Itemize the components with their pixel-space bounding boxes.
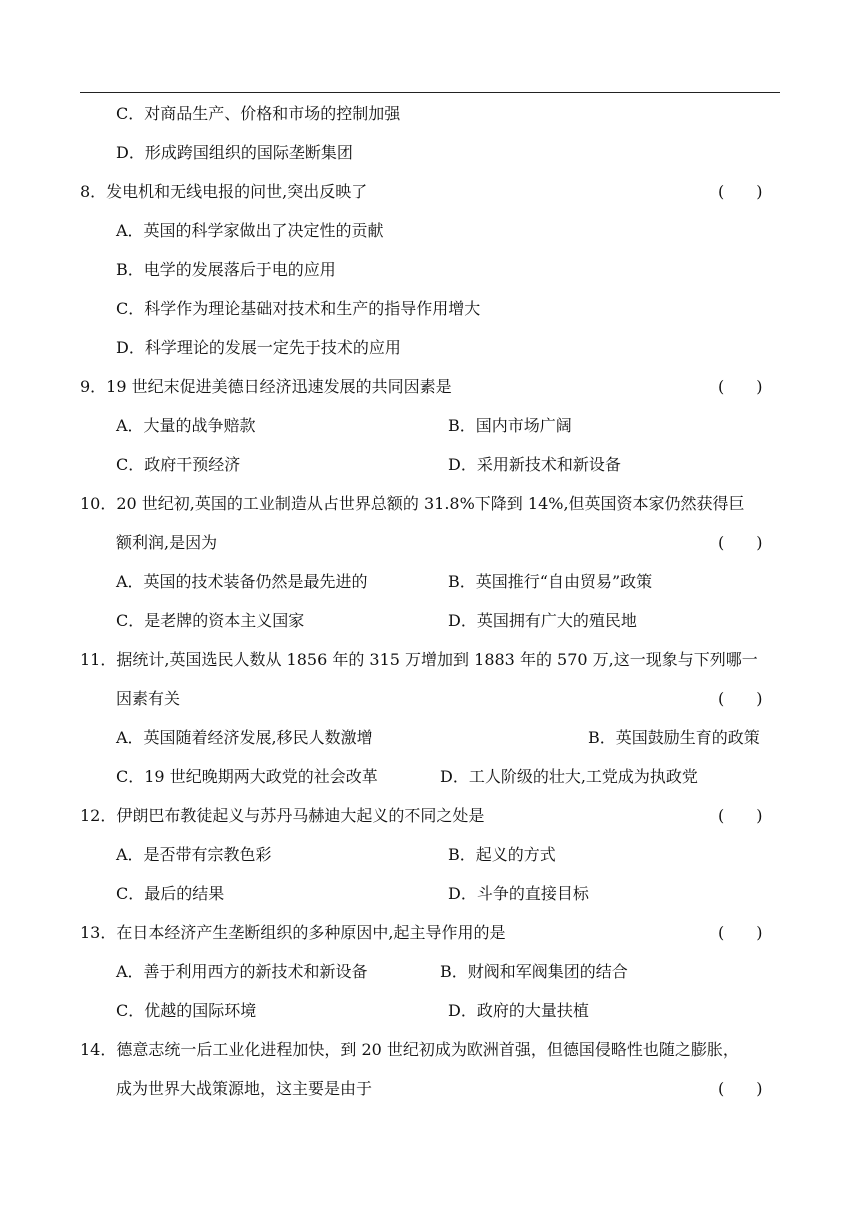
q13-option-d: D．政府的大量扶植 xyxy=(448,1001,589,1020)
q9-stem: 9．19 世纪末促进美德日经济迅速发展的共同因素是 xyxy=(80,377,452,396)
q7-option-d: D．形成跨国组织的国际垄断集团 xyxy=(116,143,353,162)
q11-stem-line2: 因素有关 xyxy=(116,689,181,708)
q10-option-b: B．英国推行“自由贸易”政策 xyxy=(448,572,653,591)
q10-stem-line2: 额利润,是因为 xyxy=(116,533,218,552)
q10-answer-blank: ( ) xyxy=(718,533,763,552)
q14-stem-line2: 成为世界大战策源地，这主要是由于 xyxy=(116,1079,373,1098)
q13-option-c: C．优越的国际环境 xyxy=(116,1001,257,1020)
q14-stem-line1: 14．德意志统一后工业化进程加快，到 20 世纪初成为欧洲首强，但德国侵略性也随之膨胀， xyxy=(80,1040,739,1059)
q8-option-b: B．电学的发展落后于电的应用 xyxy=(116,260,336,279)
q8-stem: 8．发电机和无线电报的问世,突出反映了 xyxy=(80,182,368,201)
q10-option-a: A．英国的技术装备仍然是最先进的 xyxy=(116,572,368,591)
q12-option-b: B．起义的方式 xyxy=(448,845,556,864)
q12-answer-blank: ( ) xyxy=(718,806,763,825)
q9-option-b: B．国内市场广阔 xyxy=(448,416,572,435)
q8-option-d: D．科学理论的发展一定先于技术的应用 xyxy=(116,338,401,357)
q12-option-c: C．最后的结果 xyxy=(116,884,225,903)
q9-option-a: A．大量的战争赔款 xyxy=(116,416,256,435)
q13-option-b: B．财阀和军阀集团的结合 xyxy=(440,962,628,981)
q11-stem-line1: 11．据统计,英国选民人数从 1856 年的 315 万增加到 1883 年的 570 万,这一现象与下列哪一 xyxy=(80,650,758,669)
q11-option-d: D．工人阶级的壮大,工党成为执政党 xyxy=(440,767,698,786)
q11-option-c: C．19 世纪晚期两大政党的社会改革 xyxy=(116,767,378,786)
q7-option-c: C．对商品生产、价格和市场的控制加强 xyxy=(116,104,401,123)
q8-answer-blank: ( ) xyxy=(718,182,763,201)
q9-option-c: C．政府干预经济 xyxy=(116,455,241,474)
q12-option-a: A．是否带有宗教色彩 xyxy=(116,845,272,864)
q12-option-d: D．斗争的直接目标 xyxy=(448,884,589,903)
q11-answer-blank: ( ) xyxy=(718,689,763,708)
q11-option-b: B．英国鼓励生育的政策 xyxy=(588,728,760,747)
q8-option-a: A．英国的科学家做出了决定性的贡献 xyxy=(116,221,384,240)
header-rule xyxy=(80,92,780,93)
q13-answer-blank: ( ) xyxy=(718,923,763,942)
q13-option-a: A．善于利用西方的新技术和新设备 xyxy=(116,962,368,981)
q9-answer-blank: ( ) xyxy=(718,377,763,396)
q10-option-c: C．是老牌的资本主义国家 xyxy=(116,611,305,630)
q10-option-d: D．英国拥有广大的殖民地 xyxy=(448,611,637,630)
q14-answer-blank: ( ) xyxy=(718,1079,763,1098)
q8-option-c: C．科学作为理论基础对技术和生产的指导作用增大 xyxy=(116,299,481,318)
q11-option-a: A．英国随着经济发展,移民人数激增 xyxy=(116,728,373,747)
q13-stem: 13．在日本经济产生垄断组织的多种原因中,起主导作用的是 xyxy=(80,923,506,942)
q12-stem: 12．伊朗巴布教徒起义与苏丹马赫迪大起义的不同之处是 xyxy=(80,806,485,825)
q9-option-d: D．采用新技术和新设备 xyxy=(448,455,621,474)
q10-stem-line1: 10．20 世纪初,英国的工业制造从占世界总额的 31.8%下降到 14%,但英国资本家仍然获得巨 xyxy=(80,494,745,513)
